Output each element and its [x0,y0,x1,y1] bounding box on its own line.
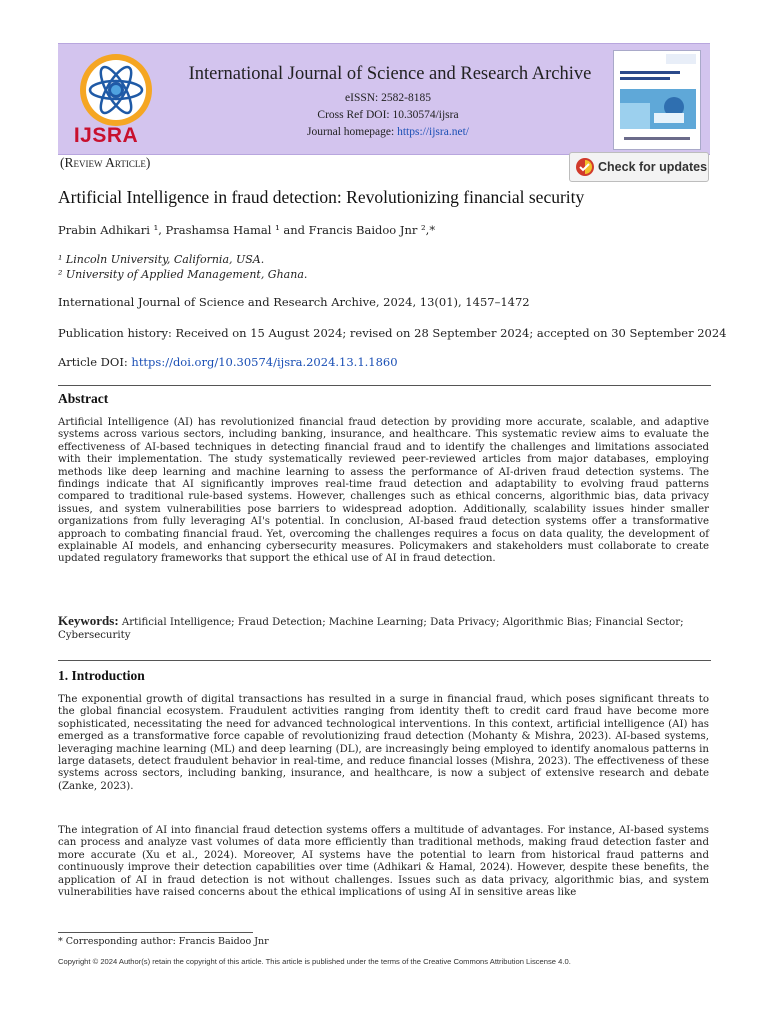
journal-crossref: Cross Ref DOI: 10.30574/ijsra [317,109,459,121]
doi-label: Article DOI: [58,355,132,369]
article-authors: Prabin Adhikari ¹, Prashamsa Hamal ¹ and Francis Baidoo Jnr ²,* [58,223,436,237]
check-for-updates-button[interactable] [569,152,709,182]
journal-homepage [238,126,538,138]
journal-logo-text: IJSRA [73,124,139,147]
journal-header-banner [58,43,710,155]
check-updates-label: Check for updates [598,160,708,174]
copyright-notice: Copyright © 2024 Author(s) retain the copyright of this article. This article is published under the terms of the Creative Commons Attribution Liscense 4.0. [58,957,571,966]
introduction-heading: 1. Introduction [58,668,145,683]
corresponding-author-footnote: * Corresponding author: Francis Baidoo Jnr [58,936,269,947]
journal-homepage-link[interactable]: https://ijsra.net/ [397,126,469,138]
article-doi [58,355,398,369]
journal-cover-image [614,51,700,149]
article-title: Artificial Intelligence in fraud detection: Revolutionizing financial security [58,187,585,207]
affiliation-1: ¹ Lincoln University, California, USA. [58,253,265,266]
doi-link[interactable]: https://doi.org/10.30574/ijsra.2024.13.1.1860 [131,355,398,369]
journal-eissn: eISSN: 2582-8185 [345,92,431,104]
journal-cover-thumbnail [613,50,701,150]
publication-history: Publication history: Received on 15 August 2024; revised on 28 September 2024; accepted on 30 September 2024 [58,326,727,340]
introduction-paragraph-2: The integration of AI into financial fraud detection systems offers a multitude of advantages. For instance, AI-based systems can process and analyze vast volumes of data more efficiently than traditional methods, making fraud detection faster and more accurate (Xu et al., 2024). Moreover, AI systems have the potential to learn from historical fraud patterns and continuously improve their detection capabilities over time (Adhikari & Hamal, 2024). However, despite these benefits, the application of AI in fraud detection is not without challenges. Issues such as data privacy, algorithmic bias, and system vulnerabilities have raised concerns about the ethical implications of using AI in sensitive areas like [58,825,709,899]
divider [58,385,711,386]
keywords-label: Keywords: [58,613,119,628]
divider [58,660,711,661]
check-updates-icon [575,157,595,177]
introduction-paragraph-1: The exponential growth of digital transactions has resulted in a surge in financial fraud, which poses significant threats to the global financial ecosystem. Fraudulent activities ranging from identity theft to credit card fraud have become more sophisticated, necessitating the need for advanced technological interventions. In this context, artificial intelligence (AI) has emerged as a transformative force capable of revolutionizing fraud detection (Mohanty & Mishra, 2023). AI-based systems, leveraging machine learning (ML) and deep learning (DL), are increasingly being employed to identify anomalous patterns in large datasets, detect fraudulent behavior in real-time, and reduce financial losses (Mishra, 2023). The effectiveness of these systems across sectors, including banking, insurance, and healthcare, is now a subject of extensive research and debate (Zanke, 2023). [58,694,709,792]
affiliation-2: ² University of Applied Management, Ghana. [58,268,308,281]
article-citation: International Journal of Science and Research Archive, 2024, 13(01), 1457–1472 [58,295,530,309]
article-type-label: (Review Article) [60,155,151,170]
keywords-text: Artificial Intelligence; Fraud Detection; Machine Learning; Data Privacy; Algorithmic Bias; Financial Sector; Cybersecurity [58,617,684,641]
abstract-heading: Abstract [58,391,109,406]
journal-title: International Journal of Science and Research Archive [188,64,592,84]
keywords [58,615,709,642]
footnote-divider [58,932,253,933]
abstract-text: Artificial Intelligence (AI) has revolutionized financial fraud detection by providing more accurate, scalable, and adaptive systems across various sectors, including banking, insurance, and healthcare. This systematic review aims to evaluate the effectiveness of AI-based techniques in detecting financial fraud and to identify the challenges and limitations associated with their implementation. The study systematically reviewed peer-reviewed articles from major databases, employing methods like deep learning and machine learning to assess the performance of AI-driven fraud detection systems. The findings indicate that AI significantly improves real-time fraud detection and adaptability to evolving fraud patterns compared to traditional rule-based systems. However, challenges such as ethical concerns, algorithmic bias, data privacy issues, and system vulnerabilities pose barriers to widespread adoption. Additionally, scalability issues hinder smaller organizations from fully leveraging AI's potential. In conclusion, AI-based fraud detection systems offer a transformative approach to combating financial fraud. Yet, overcoming the challenges requires a focus on data quality, the development of explainable AI models, and enhancing cybersecurity measures. Policymakers and stakeholders must collaborate to create updated regulatory frameworks that support the ethical use of AI in fraud detection. [58,417,709,565]
journal-homepage-label: Journal homepage: [307,126,398,138]
